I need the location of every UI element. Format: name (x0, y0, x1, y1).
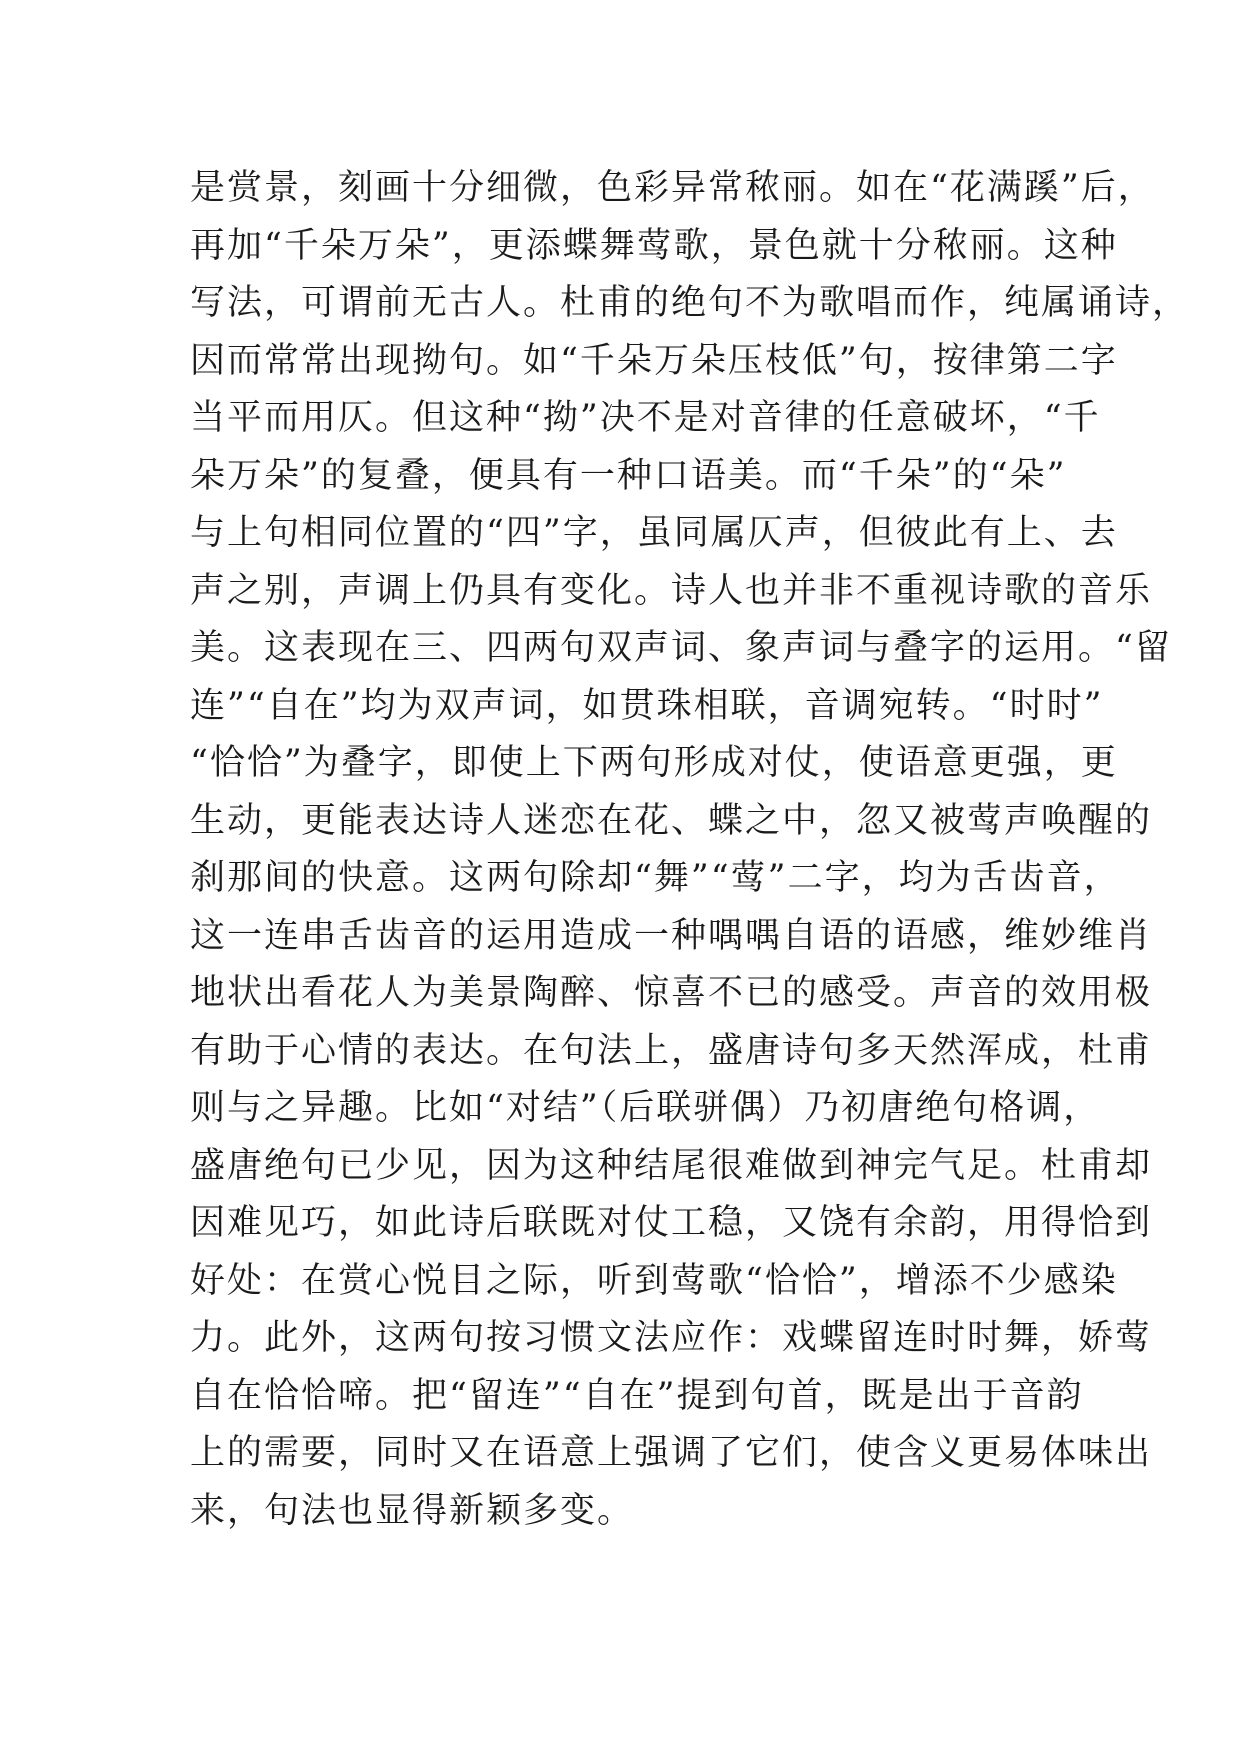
text-line: 朵万朵”的复叠，便具有一种口语美。而“千朵”的“朵” (190, 455, 1067, 496)
text-line: 盛唐绝句已少见，因为这种结尾很难做到神完气足。杜甫却 (190, 1145, 1153, 1186)
text-line: 是赏景，刻画十分细微，色彩异常秾丽。如在“花满蹊”后， (190, 168, 1155, 208)
text-line: “恰恰”为叠字，即使上下两句形成对仗，使语意更强，更 (190, 743, 1118, 783)
text-line: 力。此外，这两句按习惯文法应作：戏蝶留连时时舞，娇莺 (190, 1318, 1153, 1358)
text-line: 有助于心情的表达。在句法上，盛唐诗句多天然浑成，杜甫 (190, 1030, 1153, 1071)
text-line: 好处：在赏心悦目之际，听到莺歌“恰恰”，增添不少感染 (190, 1260, 1118, 1301)
text-line: 因而常常出现拗句。如“千朵万朵压枝低”句，按律第二字 (190, 340, 1118, 381)
text-line: 生动，更能表达诗人迷恋在花、蝶之中，忽又被莺声唤醒的 (190, 800, 1153, 841)
text-line: 刹那间的快意。这两句除却“舞”“莺”二字，均为舌齿音， (190, 858, 1121, 898)
body-paragraph (190, 160, 1190, 1540)
text-line: 因难见巧，如此诗后联既对仗工稳，又饶有余韵，用得恰到 (190, 1203, 1153, 1243)
text-line: 地状出看花人为美景陶醉、惊喜不已的感受。声音的效用极 (190, 973, 1153, 1013)
text-line: 这一连串舌齿音的运用造成一种喁喁自语的语感，维妙维肖 (190, 915, 1153, 956)
text-line: 自在恰恰啼。把“留连”“自在”提到句首，既是出于音韵 (190, 1375, 1084, 1416)
text-line: 再加“千朵万朵”，更添蝶舞莺歌，景色就十分秾丽。这种 (190, 225, 1118, 266)
text-line: 来，句法也显得新颖多变。 (190, 1490, 635, 1531)
text-line: 声之别，声调上仍具有变化。诗人也并非不重视诗歌的音乐 (190, 570, 1153, 611)
text-line: 连”“自在”均为双声词，如贯珠相联，音调宛转。“时时” (190, 685, 1104, 726)
text-line: 美。这表现在三、四两句双声词、象声词与叠字的运用。“留 (190, 628, 1172, 668)
text-line: 当平而用仄。但这种“拗”决不是对音律的任意破坏，“千 (190, 398, 1101, 438)
text-line: 与上句相同位置的“四”字，虽同属仄声，但彼此有上、去 (190, 513, 1118, 553)
text-line: 写法，可谓前无古人。杜甫的绝句不为歌唱而作，纯属诵诗， (190, 283, 1190, 323)
text-line: 则与之异趣。比如“对结”（后联骈偶）乃初唐绝句格调， (190, 1088, 1101, 1128)
text-line: 上的需要，同时又在语意上强调了它们，使含义更易体味出 (190, 1433, 1153, 1473)
